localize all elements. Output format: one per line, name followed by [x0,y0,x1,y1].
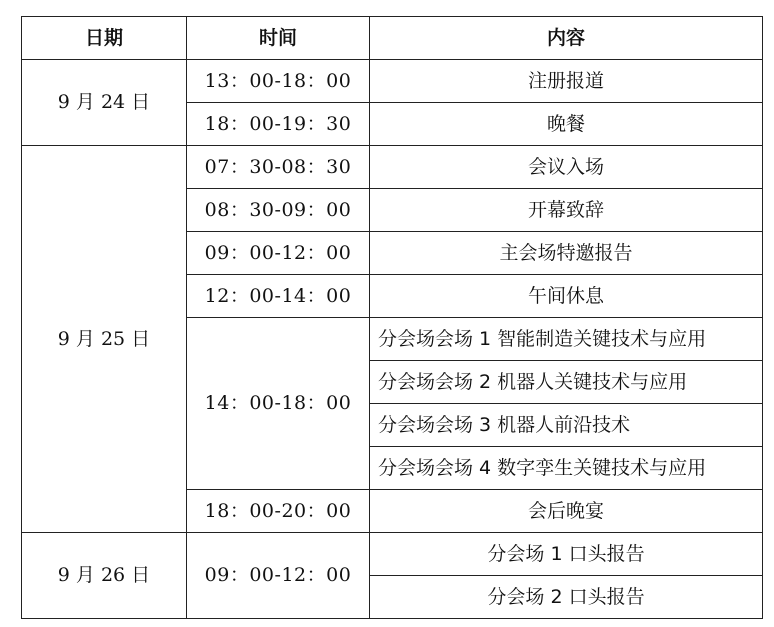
time-cell: 08：30-09：00 [187,189,370,232]
table-row [22,533,763,576]
time-cell: 12：00-14：00 [187,275,370,318]
content-cell: 注册报道 [370,60,763,103]
content-cell: 开幕致辞 [370,189,763,232]
content-cell: 分会场 2 口头报告 [370,576,763,619]
content-cell: 会后晚宴 [370,490,763,533]
time-cell: 09：00-12：00 [187,232,370,275]
content-cell: 分会场会场 1 智能制造关键技术与应用 [370,318,763,361]
date-cell: 9 月 26 日 [22,533,187,619]
time-cell: 18：00-20：00 [187,490,370,533]
content-cell: 会议入场 [370,146,763,189]
header-time: 时间 [187,17,370,60]
time-cell: 09：00-12：00 [187,533,370,619]
time-cell: 13：00-18：00 [187,60,370,103]
header-row [22,17,763,60]
content-cell: 晚餐 [370,103,763,146]
content-cell: 分会场会场 2 机器人关键技术与应用 [370,361,763,404]
content-cell: 午间休息 [370,275,763,318]
date-cell: 9 月 24 日 [22,60,187,146]
header-content: 内容 [370,17,763,60]
content-cell: 分会场 1 口头报告 [370,533,763,576]
content-cell: 分会场会场 3 机器人前沿技术 [370,404,763,447]
date-cell: 9 月 25 日 [22,146,187,533]
time-cell: 07：30-08：30 [187,146,370,189]
content-cell: 主会场特邀报告 [370,232,763,275]
conference-schedule-table [21,16,763,619]
schedule-body [22,60,763,619]
time-cell: 14：00-18：00 [187,318,370,490]
table-row [22,60,763,103]
content-cell: 分会场会场 4 数字孪生关键技术与应用 [370,447,763,490]
header-date: 日期 [22,17,187,60]
table-row [22,146,763,189]
time-cell: 18：00-19：30 [187,103,370,146]
